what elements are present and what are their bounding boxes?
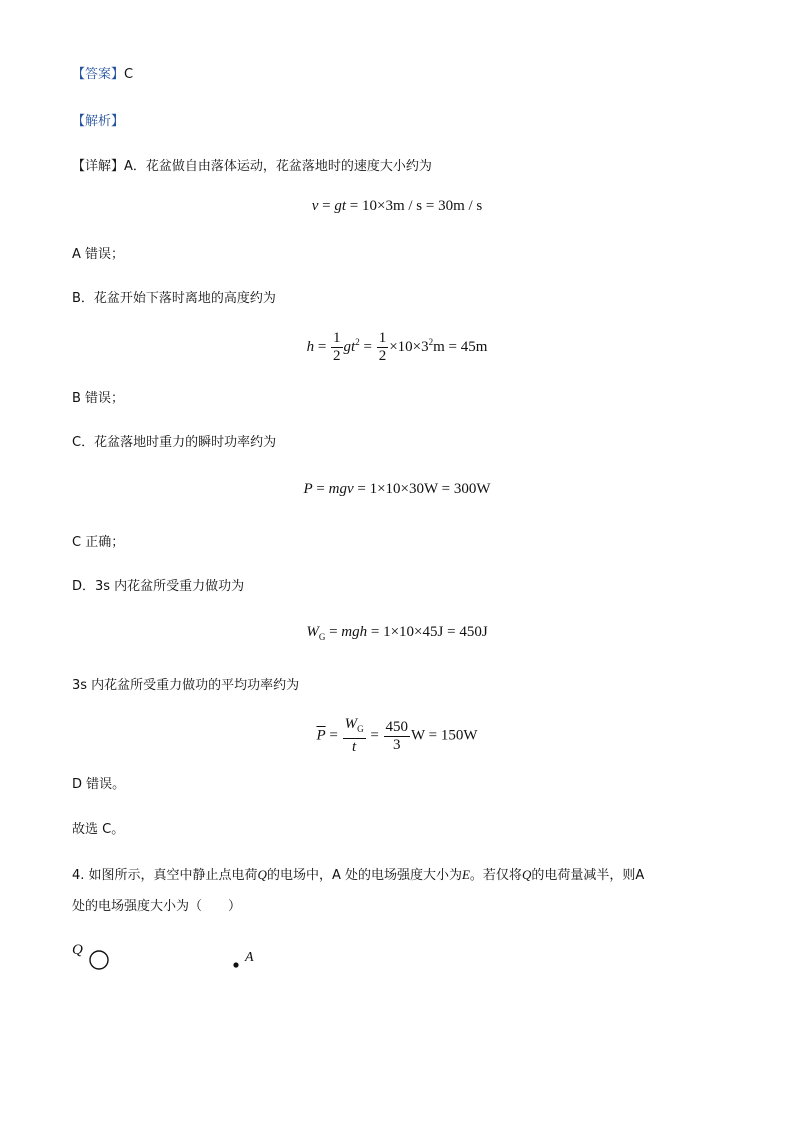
detail-tag: 【详解】 bbox=[72, 159, 125, 174]
fraction-half-2: $\frac{1}{2}$ bbox=[378, 330, 387, 364]
charge-figure bbox=[60, 930, 280, 980]
d-text-2: 3s 内花盆所受重力做功的平均功率约为 bbox=[72, 678, 300, 693]
point-charge-circle bbox=[90, 951, 108, 969]
b-conclusion: B 错误； bbox=[72, 391, 125, 406]
point-a-label: A bbox=[245, 950, 254, 965]
answer-value: C bbox=[124, 67, 134, 82]
detail-text: A．花盆做自由落体运动，花盆落地时的速度大小约为 bbox=[124, 159, 432, 174]
equation-power: P = mgv = 1×10×30W = 300W bbox=[303, 481, 491, 497]
final-answer: 故选 C。 bbox=[72, 822, 125, 837]
charge-label: Q bbox=[72, 942, 83, 958]
question-4-line-2: 处的电场强度大小为（ ） bbox=[72, 899, 242, 914]
c-conclusion: C 正确； bbox=[72, 535, 125, 550]
fraction-half: $\frac{1}{2}$ bbox=[333, 330, 341, 364]
analysis-line bbox=[72, 113, 124, 131]
point-a-dot bbox=[233, 962, 238, 967]
d-conclusion: D 错误。 bbox=[72, 777, 126, 792]
equation-height: h = $\frac{1}{2}$ $gt^2$ = $\frac{1}{2}$ $\times 10\times 3^2m = 45m$ bbox=[306, 330, 488, 364]
question-4-line-1: 4. 如图所示，真空中静止点电荷Q的电场中，A 处的电场强度大小为E。若仅将Q的电荷量减半，则A bbox=[72, 867, 645, 883]
d-text: D．3s 内花盆所受重力做功为 bbox=[72, 579, 245, 594]
equation-work: $W_G$ = mgh = 1×10×45J = 450J bbox=[306, 624, 488, 642]
answer-line bbox=[72, 66, 133, 84]
detail-line bbox=[72, 158, 432, 176]
c-text: C．花盆落地时重力的瞬时功率约为 bbox=[72, 435, 277, 450]
answer-tag: 【答案】 bbox=[72, 67, 125, 82]
a-conclusion: A 错误； bbox=[72, 247, 125, 262]
fraction-450-3: $\frac{450}{3}$ bbox=[385, 718, 409, 753]
fraction-work-time: $\frac{W_G}{t}$ bbox=[344, 716, 364, 755]
equation-velocity: v = gt = 10×3m / s = 30m / s bbox=[311, 198, 483, 214]
b-text: B．花盆开始下落时离地的高度约为 bbox=[72, 291, 276, 306]
equation-average-power: $\overline{P}$ = $\frac{W_G}{t}$ = $\frac{450}{3}$ W = 150W bbox=[316, 716, 478, 755]
analysis-tag: 【解析】 bbox=[72, 114, 125, 129]
